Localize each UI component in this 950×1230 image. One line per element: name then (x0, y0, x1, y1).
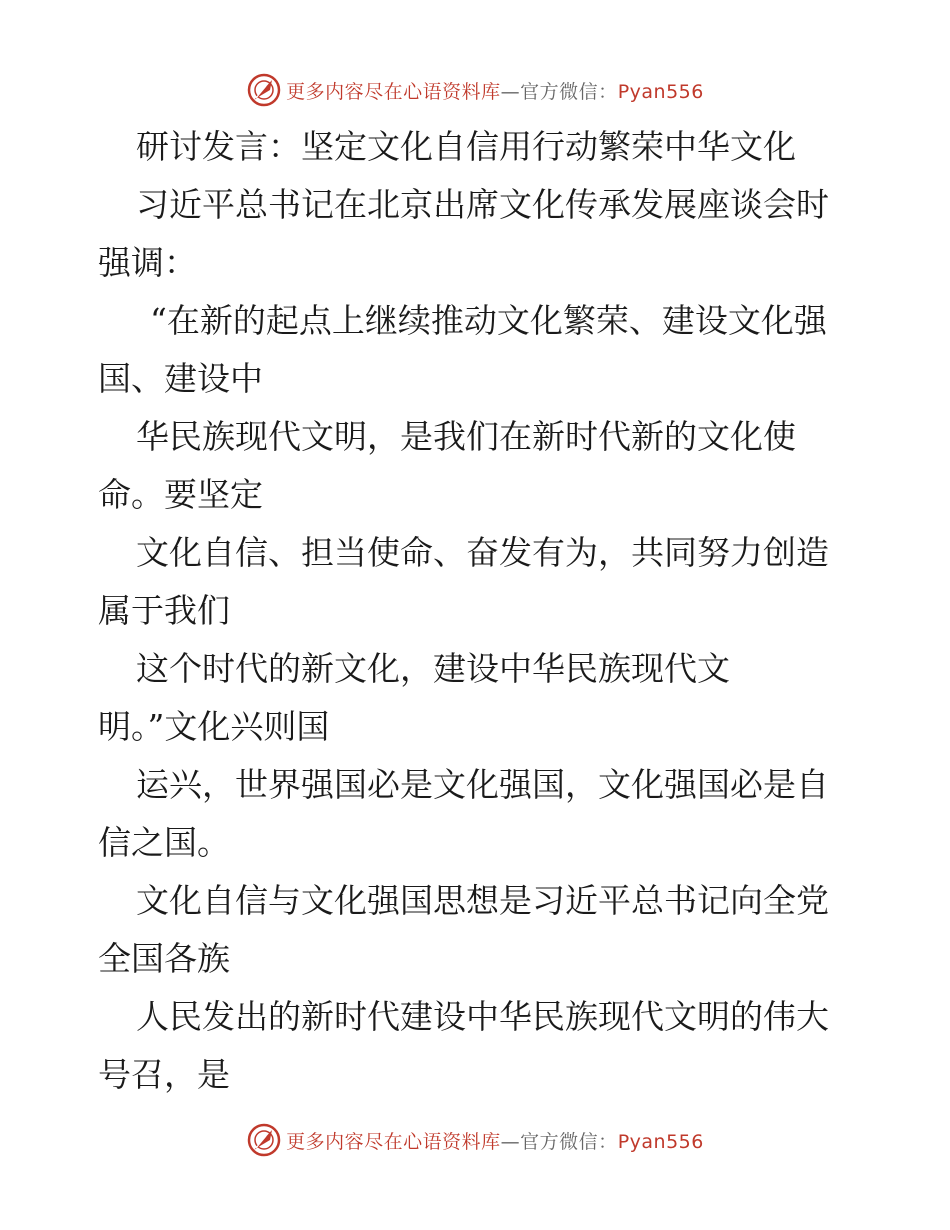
feather-circle-icon (246, 72, 282, 108)
paragraph-line: 全国各族 (98, 939, 230, 978)
paragraph-line: 华民族现代文明，是我们在新时代新的文化使 (136, 417, 796, 456)
banner-wechat-label: 官方微信： (520, 80, 618, 103)
banner-wechat-id: Pyan556 (617, 1130, 704, 1153)
paragraph-line: 运兴，世界强国必是文化强国，文化强国必是自 (136, 765, 829, 804)
paragraph-line: 信之国。 (98, 823, 230, 862)
paragraph-line: 文化自信、担当使命、奋发有为，共同努力创造 (136, 533, 829, 572)
paragraph-line: 号召，是 (98, 1055, 230, 1094)
paragraph-line: 这个时代的新文化，建设中华民族现代文 (136, 649, 730, 688)
banner-site: 更多内容尽在心语资料库 (286, 1130, 501, 1153)
banner-dash: — (500, 80, 521, 103)
paragraph-line: 国、建设中 (98, 359, 263, 398)
header-banner (0, 70, 950, 110)
feather-circle-icon (246, 1122, 282, 1158)
banner-dash: — (500, 1130, 521, 1153)
document-body (98, 118, 858, 1104)
paragraph-line: 强调： (98, 243, 197, 282)
paragraph-line: 文化自信与文化强国思想是习近平总书记向全党 (136, 881, 829, 920)
banner-wechat-label: 官方微信： (520, 1130, 618, 1153)
banner-site: 更多内容尽在心语资料库 (286, 80, 501, 103)
paragraph-line: 命。要坚定 (98, 475, 263, 514)
paragraph-line: 明。”文化兴则国 (98, 707, 330, 746)
banner-text (286, 77, 704, 104)
banner-text (286, 1127, 704, 1154)
paragraph-line: 习近平总书记在北京出席文化传承发展座谈会时 (136, 185, 829, 224)
paragraph-line: 属于我们 (98, 591, 230, 630)
banner-wechat-id: Pyan556 (617, 80, 704, 103)
document-title: 研讨发言：坚定文化自信用行动繁荣中华文化 (136, 127, 796, 166)
paragraph-line: “在新的起点上继续推动文化繁荣、建设文化强 (150, 301, 827, 340)
footer-banner (0, 1120, 950, 1160)
paragraph-line: 人民发出的新时代建设中华民族现代文明的伟大 (136, 997, 829, 1036)
